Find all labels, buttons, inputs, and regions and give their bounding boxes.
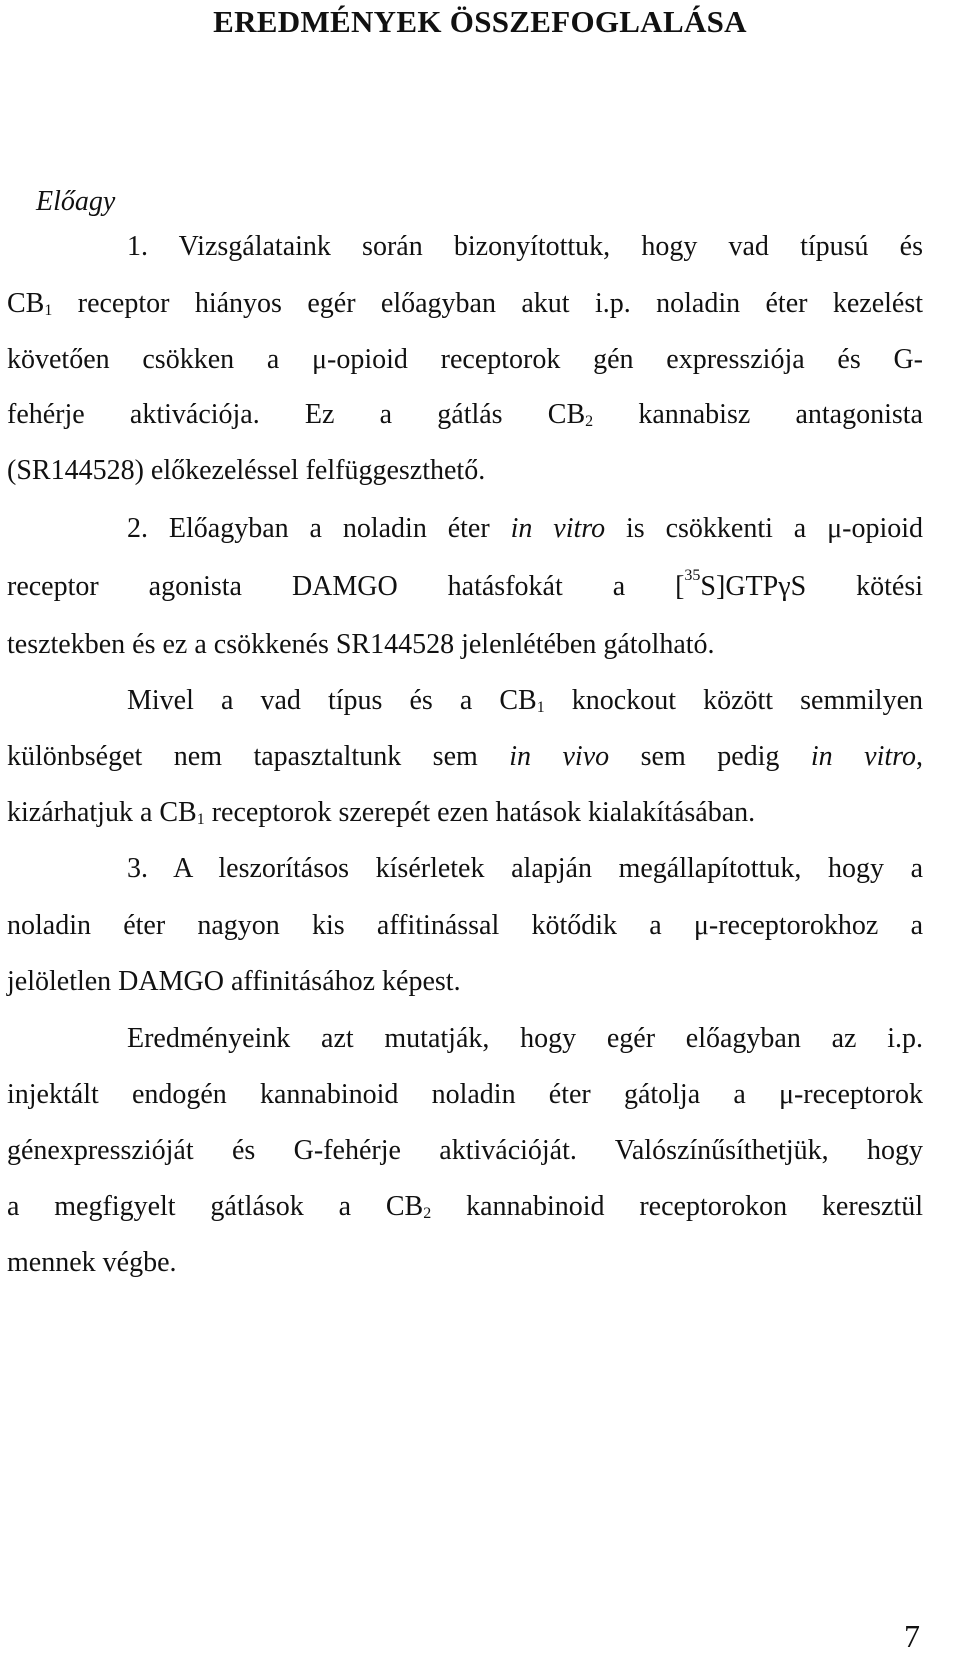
paragraph-1-line-3: követően csökken a μ-opioid receptorok gén expressziója és G- (7, 344, 923, 375)
paragraph-3-line-3: kizárhatjuk a $CB_1$ receptorok szerepét ezen hatások kialakításában. (7, 797, 756, 828)
paragraph-4-line-3: jelöletlen DAMGO affinitásához képest. (7, 966, 461, 997)
paragraph-1-line-4: fehérje aktivációja. Ez a gátlás $CB_2$ kannabisz antagonista (7, 399, 923, 430)
paragraph-1-line-1: 1. Vizsgálataink során bizonyítottuk, hogy vad típusú és (127, 231, 923, 262)
section-title: Előagy (36, 186, 116, 217)
paragraph-5-line-5: mennek végbe. (7, 1247, 177, 1278)
paragraph-4-line-2: noladin éter nagyon kis affitinással kötődik a μ-receptorokhoz a (7, 910, 923, 941)
paragraph-5-line-3: génexpresszióját és G-fehérje aktivációját. Valószínűsíthetjük, hogy (7, 1135, 923, 1166)
paragraph-2-line-1: 2. Előagyban a noladin éter in vitro is csökkenti a μ-opioid (127, 513, 924, 544)
paragraph-2-line-2: receptor agonista DAMGO hatásfokát a [$^{35}$S]GTPγS kötési (7, 567, 924, 602)
paragraph-3-line-2: különbséget nem tapasztaltunk sem in vivo sem pedig in vitro, (7, 741, 923, 772)
paragraph-2-line-3: tesztekben és ez a csökkenés SR144528 jelenlétében gátolható. (7, 629, 715, 660)
paragraph-5-line-1: Eredményeink azt mutatják, hogy egér előagyban az i.p. (127, 1023, 923, 1054)
paragraph-3-line-1: Mivel a vad típus és a $CB_1$ knockout között semmilyen (127, 685, 924, 716)
paragraph-4-line-1: 3. A leszorításos kísérletek alapján megállapítottuk, hogy a (127, 853, 923, 884)
paragraph-1-line-5: (SR144528) előkezeléssel felfüggeszthető. (7, 455, 486, 486)
paragraph-5-line-2: injektált endogén kannabinoid noladin éter gátolja a μ-receptorok (7, 1079, 923, 1110)
page-number: 7 (904, 1618, 920, 1654)
paragraph-5-line-4: a megfigyelt gátlások a $CB_2$ kannabinoid receptorokon keresztül (7, 1191, 923, 1222)
paragraph-1-line-2: $CB_1$ receptor hiányos egér előagyban akut i.p. noladin éter kezelést (7, 288, 923, 319)
page-title: EREDMÉNYEK ÖSSZEFOGLALÁSA (213, 4, 747, 39)
